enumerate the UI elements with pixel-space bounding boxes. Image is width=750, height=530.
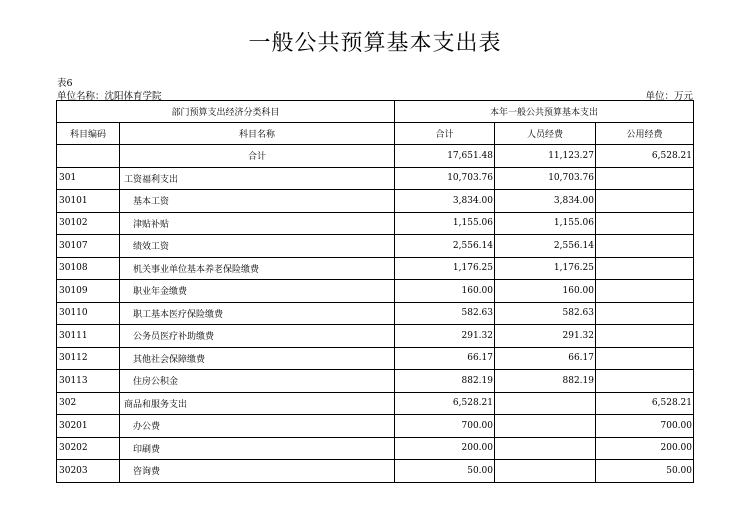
cell-total: 2,556.14: [395, 235, 495, 258]
cell-code: 30101: [57, 190, 120, 213]
cell-public: [596, 302, 694, 325]
table-row: [57, 190, 694, 213]
table-row: [57, 257, 694, 280]
column-header-public: 公用经费: [596, 123, 694, 145]
cell-name: 基本工资: [120, 190, 395, 213]
cell-total: 1,155.06: [395, 212, 495, 235]
table-row: [57, 392, 694, 415]
cell-code: 30111: [57, 325, 120, 348]
cell-total: 50.00: [395, 460, 495, 483]
cell-total: 3,834.00: [395, 190, 495, 213]
cell-total: 6,528.21: [395, 392, 495, 415]
budget-table: [56, 100, 694, 483]
header-columns-row: [57, 123, 694, 145]
cell-personnel: 3,834.00: [495, 190, 596, 213]
table-row: [57, 460, 694, 483]
cell-name: 咨询费: [120, 460, 395, 483]
cell-personnel: 66.17: [495, 347, 596, 370]
column-header-personnel: 人员经费: [495, 123, 596, 145]
cell-personnel: 1,176.25: [495, 257, 596, 280]
cell-personnel: 291.32: [495, 325, 596, 348]
table-row: [57, 302, 694, 325]
cell-name: 职业年金缴费: [120, 280, 395, 303]
cell-personnel: 1,155.06: [495, 212, 596, 235]
cell-code: 30201: [57, 415, 120, 438]
header-group-right: 本年一般公共预算基本支出: [395, 101, 694, 123]
cell-total: 10,703.76: [395, 167, 495, 190]
table-row: [57, 370, 694, 393]
cell-code: 302: [57, 392, 120, 415]
column-header-total: 合计: [395, 123, 495, 145]
cell-total: 291.32: [395, 325, 495, 348]
cell-code: 30203: [57, 460, 120, 483]
column-header-name: 科目名称: [120, 123, 395, 145]
cell-public: [596, 325, 694, 348]
cell-public: 6,528.21: [596, 145, 694, 168]
cell-code: [57, 145, 120, 168]
cell-public: [596, 190, 694, 213]
cell-code: 30107: [57, 235, 120, 258]
cell-name: 工资福利支出: [120, 167, 395, 190]
table-row: [57, 235, 694, 258]
cell-code: 30113: [57, 370, 120, 393]
cell-personnel: [495, 415, 596, 438]
cell-name: 津贴补贴: [120, 212, 395, 235]
table-row: [57, 347, 694, 370]
cell-public: [596, 370, 694, 393]
header-group-left: 部门预算支出经济分类科目: [57, 101, 395, 123]
cell-personnel: [495, 392, 596, 415]
table-row: [57, 325, 694, 348]
cell-name: 公务员医疗补助缴费: [120, 325, 395, 348]
cell-total: 200.00: [395, 437, 495, 460]
cell-personnel: 10,703.76: [495, 167, 596, 190]
cell-name: 职工基本医疗保险缴费: [120, 302, 395, 325]
cell-code: 301: [57, 167, 120, 190]
cell-total: 582.63: [395, 302, 495, 325]
cell-personnel: [495, 437, 596, 460]
cell-personnel: 160.00: [495, 280, 596, 303]
cell-total: 882.19: [395, 370, 495, 393]
cell-name: 住房公积金: [120, 370, 395, 393]
header-group-row: [57, 101, 694, 123]
unit-label: 单位：万元: [645, 91, 693, 102]
cell-name: 商品和服务支出: [120, 392, 395, 415]
cell-code: 30202: [57, 437, 120, 460]
cell-name: 绩效工资: [120, 235, 395, 258]
cell-name: 印刷费: [120, 437, 395, 460]
table-row: [57, 280, 694, 303]
table-row: [57, 145, 694, 168]
cell-public: [596, 347, 694, 370]
cell-personnel: 2,556.14: [495, 235, 596, 258]
cell-total: 160.00: [395, 280, 495, 303]
page-title: 一般公共预算基本支出表: [248, 31, 502, 56]
column-header-code: 科目编码: [57, 123, 120, 145]
cell-total: 1,176.25: [395, 257, 495, 280]
cell-code: 30112: [57, 347, 120, 370]
cell-name: 机关事业单位基本养老保险缴费: [120, 257, 395, 280]
table-row: [57, 167, 694, 190]
cell-personnel: 11,123.27: [495, 145, 596, 168]
cell-total: 700.00: [395, 415, 495, 438]
cell-public: 50.00: [596, 460, 694, 483]
cell-total: 66.17: [395, 347, 495, 370]
cell-name: 其他社会保障缴费: [120, 347, 395, 370]
table-number: 表6: [57, 78, 73, 89]
cell-personnel: 582.63: [495, 302, 596, 325]
cell-code: 30108: [57, 257, 120, 280]
cell-name: 合计: [120, 145, 395, 168]
unit-name: 单位名称：沈阳体育学院: [57, 91, 162, 102]
cell-public: 6,528.21: [596, 392, 694, 415]
cell-public: [596, 167, 694, 190]
table-row: [57, 437, 694, 460]
cell-code: 30110: [57, 302, 120, 325]
cell-name: 办公费: [120, 415, 395, 438]
cell-public: [596, 235, 694, 258]
table-row: [57, 212, 694, 235]
cell-code: 30102: [57, 212, 120, 235]
cell-public: 700.00: [596, 415, 694, 438]
cell-public: [596, 257, 694, 280]
cell-personnel: [495, 460, 596, 483]
cell-public: [596, 280, 694, 303]
cell-total: 17,651.48: [395, 145, 495, 168]
cell-public: 200.00: [596, 437, 694, 460]
table-row: [57, 415, 694, 438]
cell-personnel: 882.19: [495, 370, 596, 393]
cell-public: [596, 212, 694, 235]
cell-code: 30109: [57, 280, 120, 303]
